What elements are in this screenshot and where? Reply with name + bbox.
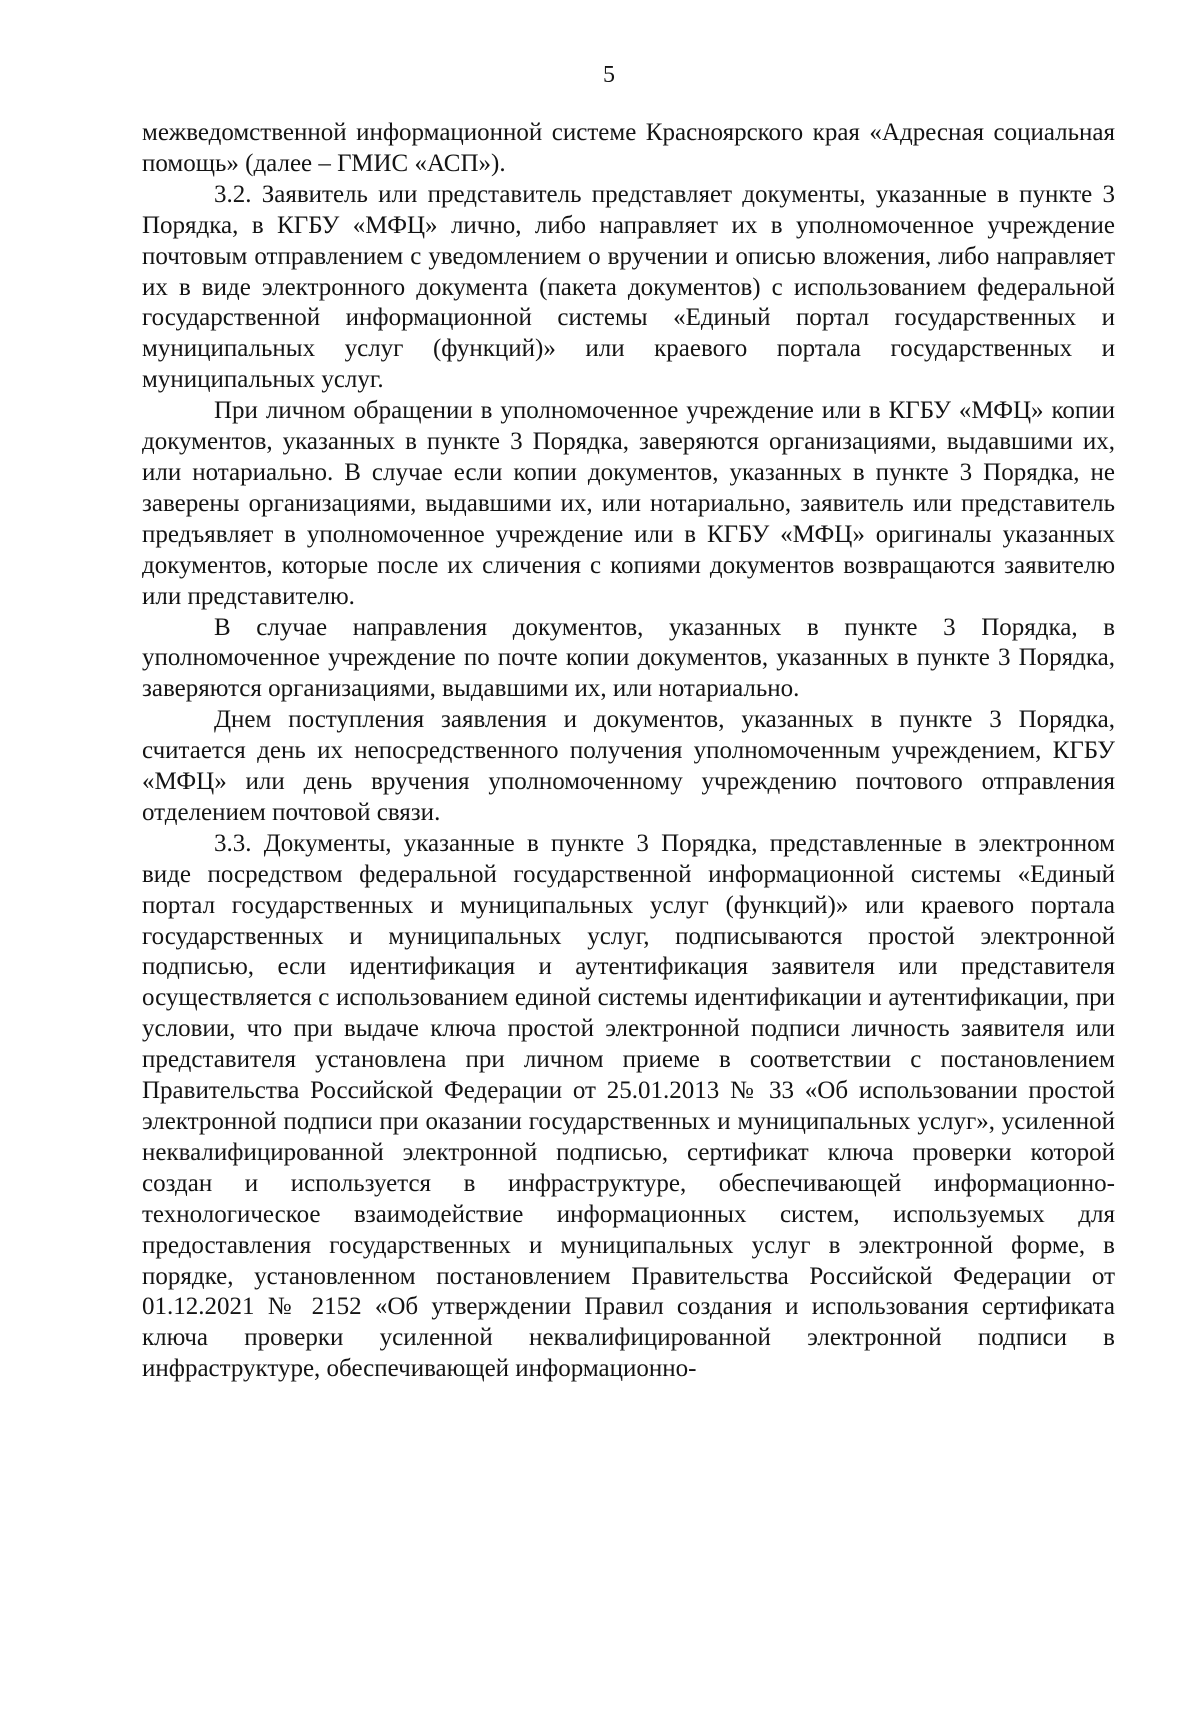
paragraph-continuation: межведомственной информационной системе Красноярского края «Адресная социальная помощь» (далее – ГМИС «АСП»). xyxy=(142,119,1115,177)
paragraph-personal-appeal: При личном обращении в уполномоченное учреждение или в КГБУ «МФЦ» копии документов, указанных в пункте 3 Порядка, заверяются организациями, выдавшими их, или нотариально. В случае если копии документов, указанных в пункте 3 Порядка, не заверены организациями, выдавшими их, или нотариально, заявитель или представитель предъявляет в уполномоченное учреждение или в КГБУ «МФЦ» оригиналы указанных документов, которые после их сличения с копиями документов возвращаются заявителю или представителю. xyxy=(142,397,1115,610)
paragraph-3-3: 3.3. Документы, указанные в пункте 3 Порядка, представленные в электронном виде посредством федеральной государственной информационной системы «Единый портал государственных и муниципальных услуг (функций)» или краевого портала государственных и муниципальных услуг, подписываются простой электронной подписью, если идентификация и аутентификация заявителя или представителя осуществляется с использованием единой системы идентификации и аутентификации, при условии, что при выдаче ключа простой электронной подписи личность заявителя или представителя установлена при личном приеме в соответствии с постановлением Правительства Российской Федерации от 25.01.2013 № 33 «Об использовании простой электронной подписи при оказании государственных и муниципальных услуг», усиленной неквалифицированной электронной подписью, сертификат ключа проверки которой создан и используется в инфраструктуре, обеспечивающей информационно-технологическое взаимодействие информационных систем, используемых для предоставления государственных и муниципальных услуг в электронной форме, в порядке, установленном постановлением Правительства Российской Федерации от 01.12.2021 № 2152 «Об утверждении Правил создания и использования сертификата ключа проверки усиленной неквалифицированной электронной подписи в инфраструктуре, обеспечивающей информационно- xyxy=(142,829,1115,1383)
paragraph-postal-submission: В случае направления документов, указанных в пункте 3 Порядка, в уполномоченное учреждение по почте копии документов, указанных в пункте 3 Порядка, заверяются организациями, выдавшими их, или нотариально. xyxy=(142,613,1115,703)
paragraph-3-2: 3.2. Заявитель или представитель представляет документы, указанные в пункте 3 Порядка, в КГБУ «МФЦ» лично, либо направляет их в уполномоченное учреждение почтовым отправлением с уведомлением о вручении и описью вложения, либо направляет их в виде электронного документа (пакета документов) с использованием федеральной государственной информационной системы «Единый портал государственных и муниципальных услуг (функций)» или краевого портала государственных и муниципальных услуг. xyxy=(142,180,1115,394)
page-number: 5 xyxy=(603,62,615,88)
paragraph-receipt-day: Днем поступления заявления и документов, указанных в пункте 3 Порядка, считается день их непосредственного получения уполномоченным учреждением, КГБУ «МФЦ» или день вручения уполномоченному учреждению почтового отправления отделением почтовой связи. xyxy=(142,706,1115,826)
document-body xyxy=(142,118,1115,1385)
